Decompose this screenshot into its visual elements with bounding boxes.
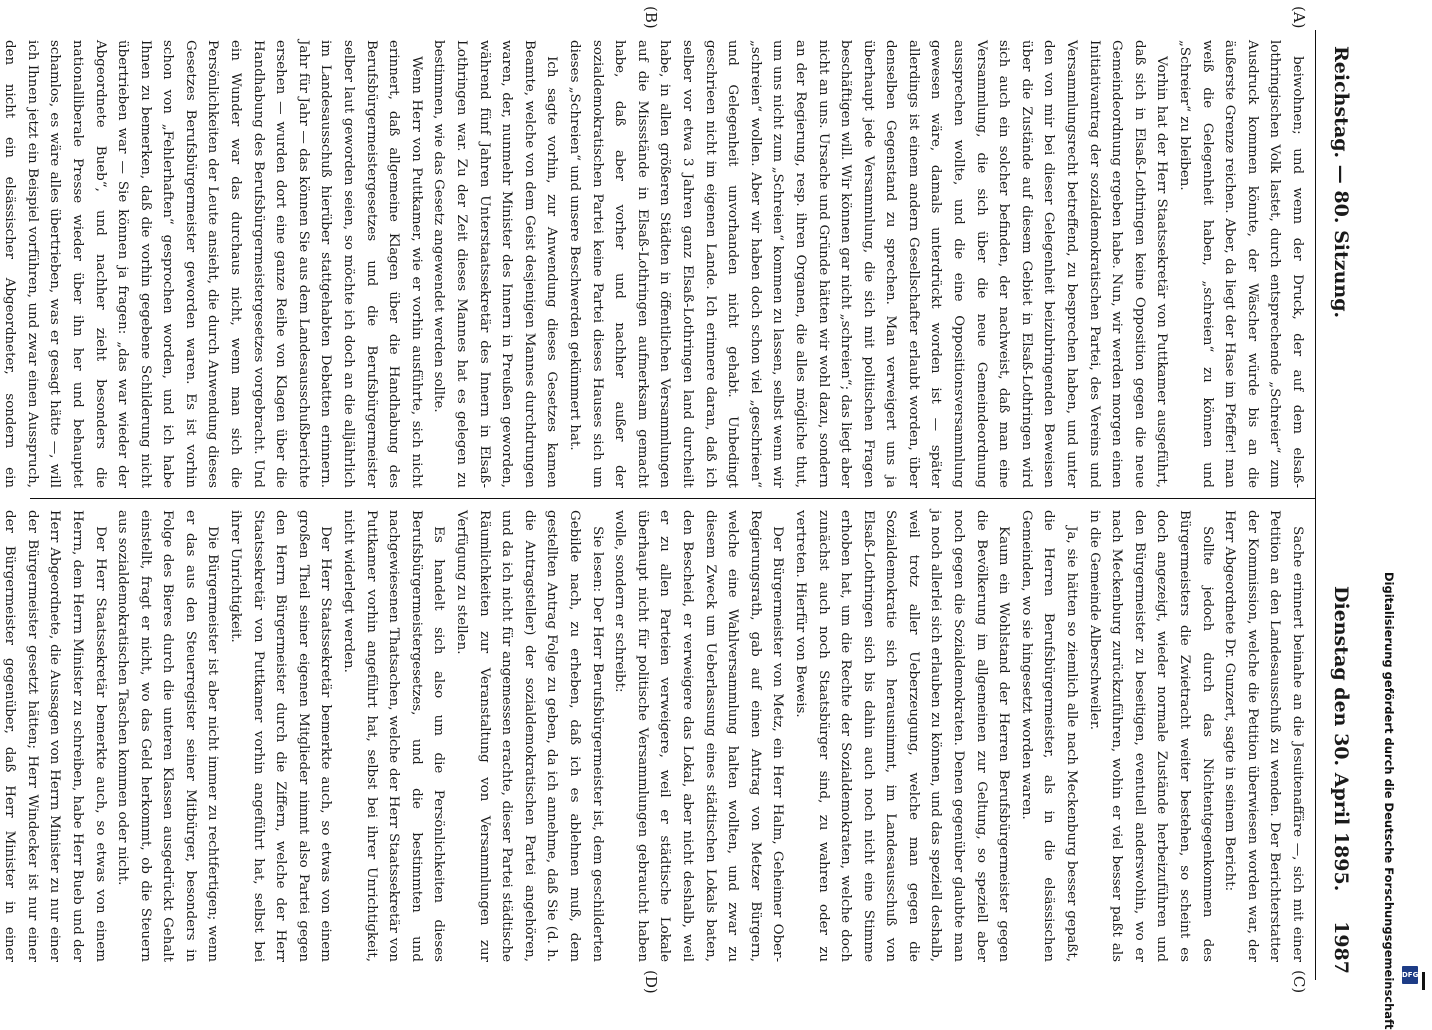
header-rule bbox=[1315, 30, 1316, 980]
paragraph: Vorhin hat der Herr Staatssekretär von Puttkamer ausgeführt, daß sich in Elsaß-Lothringen keine Opposition gegen die neue Gemeindeordnung ergeben habe. Nun, wir werden morgen einen Initiativantrag der sozialdemokratischen Partei, des Vereins und Versammlungsrecht betreffend, zu besprechen haben, und unter den von mir bei dieser Gelegenheit beizubringenden Beweisen über die Zustände auf diesem Gebiet in Elsaß-Lothringen wird sich auch ein solcher befinden, der nachweist, daß man eine Versammlung, die sich über die neue Gemeindeordnung aussprechen wollte, und die eine Oppositionsversammlung gewesen wäre, damals unterdrückt worden ist — später allerdings ist einem andern Gesellschafter erlaubt worden, über denselben Gegenstand zu sprechen. Man verweigert uns ja überhaupt jede Versammlung, die sich mit politischen Fragen beschäftigen will. Wir können gar nicht „schreien“; das liegt aber nicht an uns. Ursache und Gründe hätten wir wohl dazu, sondern an der Regierung, resp. ihren Organen, die alles mögliche thut, um uns nicht zum „Schreien“ kommen zu lassen, selbst wenn wir „schreien“ wollen. Aber wir haben doch schon viel „geschrieen“ und Gelegenheit unvorhanden nicht gehabt. Unbedingt geschrieen nicht im eigenen Lande. Ich erinnere daran, daß ich selber vor etwa 3 Jahren ganz Elsaß-Lothringen land durcheilt habe, in allen größeren Städten in öffentlichen Versammlungen auf die Missstände in Elsaß-Lothringen aufmerksam gemacht habe, daß aber vorher und nachher außer der sozialdemokratischen Partei keine Partei dieses Hauses sich um dieses „Schreien“ und unsere Beschwerden gekümmert hat. bbox=[567, 40, 1170, 488]
paragraph: Der Herr Staatssekretär bemerkte auch, so etwas von einem Herrn, dem Herrn Minister zu schreiben, habe Herr Bueb und der Herr Abgeordnete, die Aussagen von Herrn Minister zu nur einer der Bürgermeister gesetzt hätten; Herr Windecker ist nur einer der Bürgermeister gegenüber, daß Herr Minister in einer bbox=[2, 510, 108, 962]
margin-marker-c: (C) bbox=[1290, 970, 1308, 994]
paragraph: Kaum ein Wohlstand der Herren Berufsbürgermeister gegen die Bevölkerung im allgemeinen zur Geltung, so speziell aber noch gegen die Sozialdemokraten. Denen gegenüber glaubte man ja noch allerlei sich erlauben zu können, und das speziell deshalb, weil trotz aller Ueberzeugung, welche man gegen die Sozialdemokratie sich herausnimmt, im Landesausschuß von Elsaß-Lothringen sich bis dahin auch noch nicht eine Stimme erhoben hat, um die Rechte der Sozialdemokraten, welche doch zunächst auch noch Staatsbürger sind, zu wahren oder zu vertreten. Hierfür von Beweis. bbox=[792, 510, 1012, 962]
column-divider bbox=[30, 498, 1316, 499]
header-page-number: 1987 bbox=[1330, 921, 1352, 974]
paragraph: Sollte jedoch durch das Nichtentgegenkommen des Bürgermeisters die Zwietracht weiter bestehen, so scheint es doch angezeigt, wieder normale Zustände herbeizuführen und den Bürgermeister zu beseitigen, eventuell anderswohin, wo er nach Meckenburg zurückzuführen, wohin er viel besser paßt als in die Gemeinde Alberschweiler. bbox=[1086, 510, 1215, 962]
paragraph: Wenn Herr von Puttkamer, wie er vorhin ausführte, sich nicht erinnert, daß allgemeine Klagen über die Handhabung des Berufsbürgermeistergesetzes und die Berufsbürgermeister selber laut geworden seien, so möchte ich doch an die alljährlich im Landesausschuß hierüber stattgehabten Debatten erinnern. Jahr für Jahr — das können Sie aus dem Landesausschußberichte ersehen — wurden dort eine ganze Reihe von Klagen über die Handhabung des Berufsbürgermeistergesetzes vorgebracht. Und ein Wunder war das durchaus nicht, wenn man sich die Persönlichkeiten der Leute ansieht, die durch Anwendung dieses Gesetzes Berufsbürgermeister geworden waren. Es ist vorhin schon von „Fehlerhaften“ gesprochen worden, und ich habe Ihnen zu bemerken, daß die vorhin gegebene Schilderung nicht übertrieben war — Sie können ja fragen: „das war wieder der Abgeordnete Bueb“, und nachher zieht besonders die nationalliberale Presse wieder über ihn her und behauptet schamlos, es wäre alles übertrieben, was er gesagt hätte —, will ich Ihnen jetzt ein Beispiel vorführen, und zwar einen Ausspruch, den nicht ein elsässischer Abgeordneter, sondern ein bbox=[2, 40, 424, 488]
page-header bbox=[1324, 46, 1352, 974]
left-text-column bbox=[2, 40, 1308, 488]
paragraph: Ich sagte vorhin, zur Anwendung dieses Gesetzes kamen Beamte, welche von dem Geist desjenigen Mannes durchdrungen waren, der, nunmehr Minister des Innern in Preußen geworden, während fünf Jahren Unterstaatssekretär des Innern in Elsaß-Lothringen war. Zu der Zeit dieses Mannes hat es gelegen zu bestimmen, wie das Gesetz angewendet werden sollte. bbox=[431, 40, 560, 488]
margin-marker-d: (D) bbox=[642, 970, 660, 994]
header-session-title: Reichstag. — 80. Sitzung. bbox=[1330, 46, 1352, 319]
header-date: Dienstag den 30. April 1895. bbox=[1330, 586, 1352, 892]
paragraph: Ja, sie hätten so ziemlich alle nach Meckenburg besser gepaßt, die Herren Berufsbürgermeister, als in die elsässischen Gemeinden, wo sie hingesetzt worden waren. bbox=[1018, 510, 1080, 962]
paragraph: Der Bürgermeister von Metz, ein Herr Halm, Geheimer Ober-Regierungsrath, gab auf einen Antrag von Metzer Bürgern, welche eine Wahlversammlung halten wollten, und zwar zu diesem Zweck um Ueberlassung eines städtischen Lokals baten, den Bescheid, er verweigere das Lokal, aber nicht deshalb, weil er zu allen Parteien verweigere, weil er städtische Lokale überhaupt nicht für politische Versammlungen gebraucht haben wolle, sondern er schreibt: bbox=[612, 510, 786, 962]
paragraph: beiwohnen; und wenn der Druck, der auf dem elsaß-lothringischen Volk lastet, durch entsprechende „Schreier“ zum Ausdruck kommen könnte, der Wäscher würde bis an die äußerste Grenze reichen. Aber, da liegt der Hase im Pfeffer! man weiß die Gelegenheit haben, „schreien“ zu können und „Schreier“ zu bleiben. bbox=[1177, 40, 1305, 488]
scan-edge-mark bbox=[1422, 972, 1425, 990]
paragraph: Die Bürgermeister ist aber nicht immer zu rechtfertigen; wenn er das aus den Steuerregister seiner Mitbürger, besonders in Folge des Bieres durch die unteren Klassen ausgedrückt Gehalt einstellt, fragt er nicht, wo das Geld herkommt, ob die Steuern aus sozialdemokratischen Taschen kommen oder nicht. bbox=[115, 510, 221, 962]
paragraph: Sache erinnert beinahe an die Jesuitenaffäre —, sich mit einer Petition an den Landesausschuß zu wenden. Der Berichterstatter der Kommission, welche die Petition überwiesen worden war, der Herr Abgeordnete Dr. Gunzert, sagte in seinem Bericht: bbox=[1222, 510, 1305, 962]
margin-marker-b: (B) bbox=[642, 6, 660, 29]
margin-marker-a: (A) bbox=[1290, 6, 1308, 29]
paragraph: Es handelt sich also um die Persönlichkeiten dieses Berufsbürgermeistergesetzes, und die bestimmten und nachgewiesenen Thatsachen, welche der Herr Staatssekretär von Puttkamer vorhin angeführt hat, selbst bei ihrer Unrichtigkeit, nicht widerlegt werden. bbox=[341, 510, 447, 962]
dfg-logo-icon: DFG bbox=[1402, 966, 1418, 984]
digitization-credit: Digitalisierung gefördert durch die Deutsche Forschungsgemeinschaft bbox=[1382, 572, 1396, 1030]
paragraph: Der Herr Staatssekretär bemerkte auch, so etwas von einem großen Theil seiner eigenen Mitglieder nimmt also Partei gegen den Herrn Bürgermeister durch die Ziffern, welche der Herr Staatssekretär von Puttkamer vorhin angeführt hat, selbst bei ihrer Unrichtigkeit. bbox=[228, 510, 334, 962]
paragraph: Sie lesen: Der Herr Berufsbürgermeister ist, dem geschilderten Gebilde nach, zu erheben, daß ich es ablehnen muß, dem gestellten Antrag Folge zu geben, da ich annehme, daß Sie (d. h. die Antragsteller) der sozialdemokratischen Partei angehören, und da ich nicht für angemessen erachte, dieser Partei städtische Räumlichkeiten zur Veranstaltung von Versammlungen zur Verfügung zu stellen. bbox=[454, 510, 605, 962]
right-text-column bbox=[2, 510, 1308, 962]
